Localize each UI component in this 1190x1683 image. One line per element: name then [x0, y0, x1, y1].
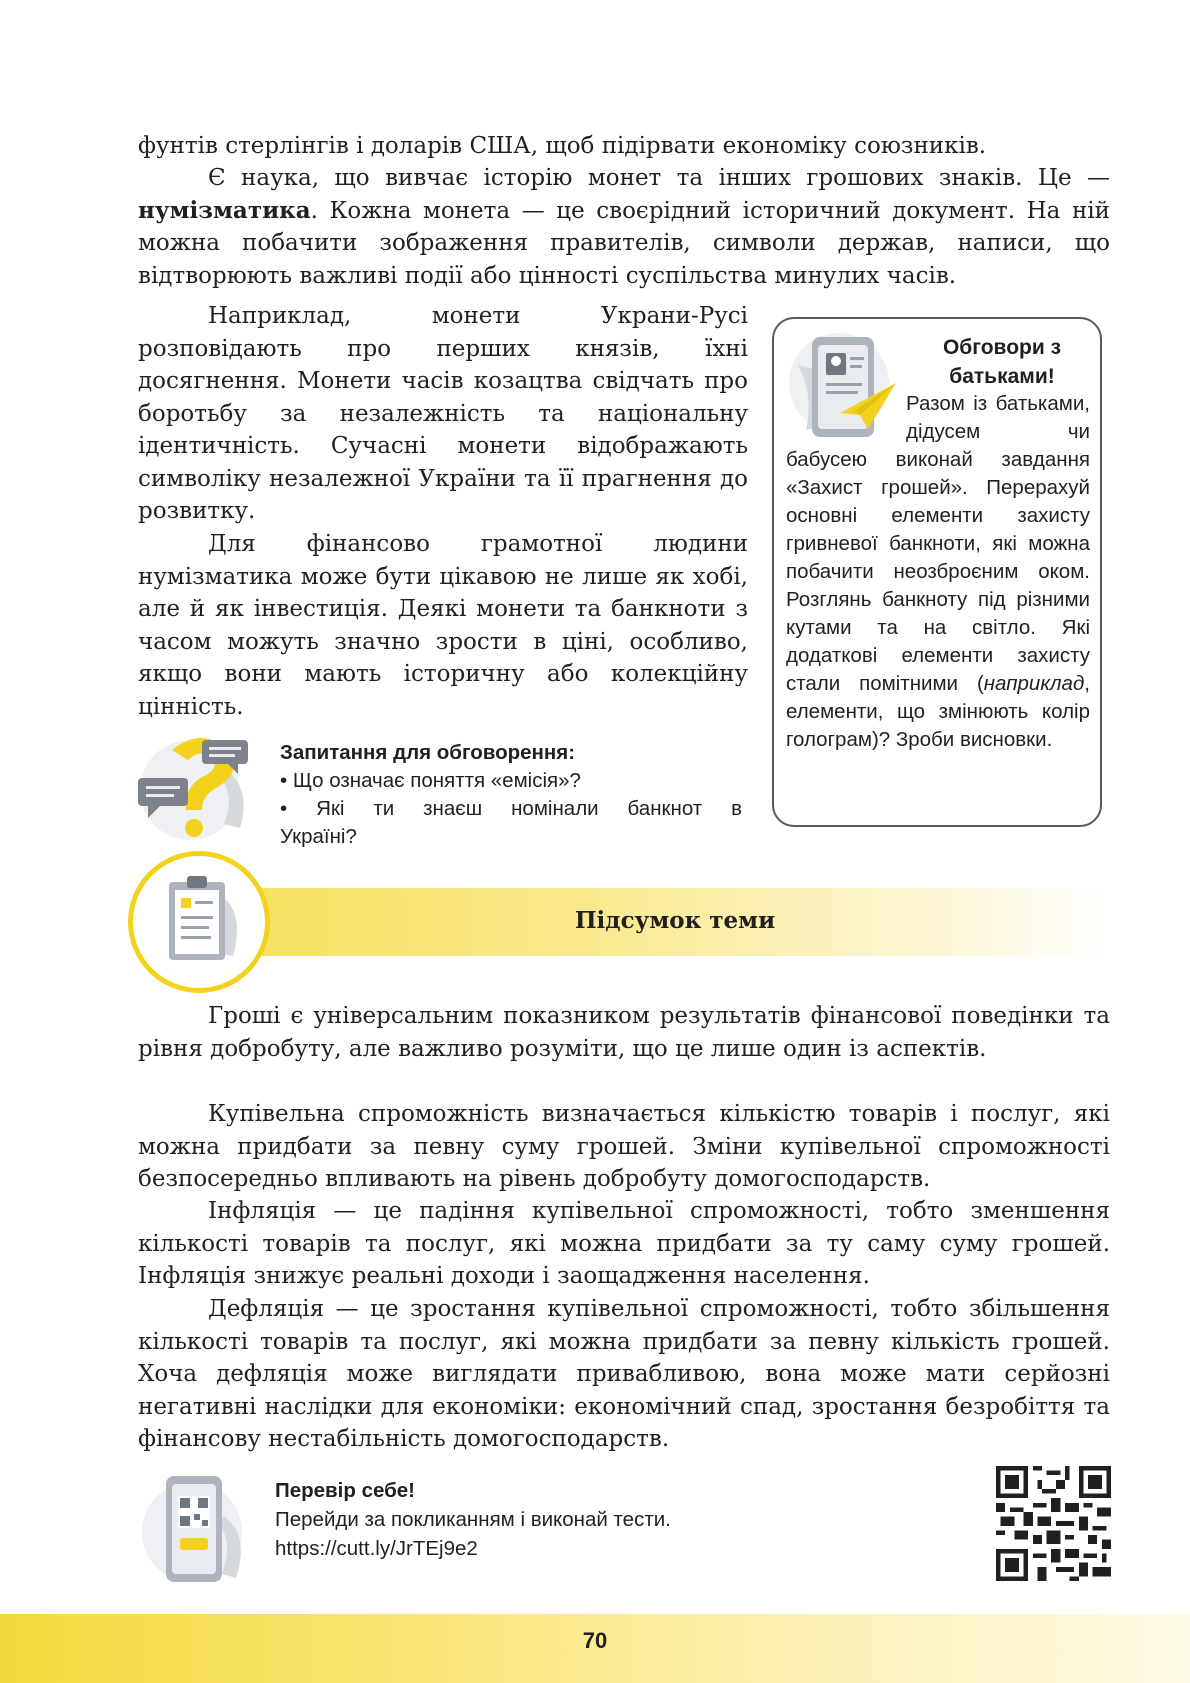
p2-start: Є наука, що вивчає історію монет та інших грошових знаків. Це — [208, 165, 1110, 191]
paragraph-coins-history: Наприклад, монети Украни-Русі розповідають про перших князів, їхні досягнення. Монети часів козацтва свідчать про боротьбу за незалежність та національну ідентичність. Сучасні монети відображають символіку незалежної України та її прагнення до розвитку. [138, 303, 748, 524]
questions-title: Запитання для обговорення: [280, 741, 576, 764]
summary-deflation: Дефляція — це зростання купівельної спроможності, тобто збільшення кількості товарів та послуг, які можна придбати за певну кількість грошей. Хоча дефляція може виглядати привабливою, вона може мати серйозні негативні наслідки для економіки: економічний спад, зростання безробіття та фінансову нестабільність домогосподарств. [138, 1296, 1110, 1452]
summary-title: Підсумок теми [574, 907, 776, 934]
discussion-questions [280, 739, 742, 851]
question-chat-icon [132, 728, 262, 843]
discuss-text-italic: наприклад [983, 672, 1085, 695]
summary-inflation: Інфляція — це падіння купівельної спроможності, тобто зменшення кількості товарів та послуг, які можна придбати за ту саму суму грошей. Інфляція знижує реальні доходи і заощадження населення. [138, 1198, 1110, 1289]
page-number: 70 [582, 1628, 608, 1653]
discuss-title: Обговори з батьками! [942, 336, 1062, 388]
term-numismatics: нумізматика [138, 196, 311, 224]
summary-money: Гроші є універсальним показником результатів фінансової поведінки та рівня добробуту, але важливо розуміти, що це лише один із аспектів. [138, 1003, 1110, 1062]
qr-code[interactable] [996, 1466, 1111, 1581]
check-text: Перейди за покликанням і виконай тести. [275, 1508, 671, 1531]
paragraph-numismatics [138, 162, 1110, 292]
check-yourself [275, 1476, 915, 1563]
discuss-body [786, 390, 1090, 754]
question-item: • Що означає поняття «емісія»? [280, 769, 581, 792]
discuss-text-1: Разом із батьками, дідусем чи бабусею виконай завдання «Захист грошей». Перерахуй основні елементи захисту гривневої банкноти, які можна побачити неозброєним оком. Розглянь банкноту під різними кутами та на світло. Які додаткові елементи захисту стали помітними ( [786, 392, 1090, 695]
discuss-text-2: , елементи, що змінюють колір голограм)? Зроби висновки. [786, 672, 1090, 751]
check-link[interactable]: https://cutt.ly/JrTEj9e2 [275, 1537, 478, 1560]
p2-rest: . Кожна монета — це своєрідний історичний документ. На ній можна побачити зображення правителів, символи держав, написи, що відтворюють важливі події або цінності суспільства минулих часів. [138, 197, 1110, 289]
summary-purchasing-power: Купівельна спроможність визначається кількістю товарів і послуг, які можна придбати за певну суму грошей. Зміни купівельної спроможності безпосередньо впливають на рівень добробуту домогосподарств. [138, 1101, 1110, 1192]
summary-badge [128, 851, 270, 993]
check-title: Перевір себе! [275, 1479, 415, 1502]
paragraph-intro: фунтів стерлінгів і доларів США, щоб підірвати економіку союзників. [138, 133, 987, 159]
paragraph-investment: Для фінансово грамотної людини нумізматика може бути цікавою не лише як хобі, але й як інвестиція. Деякі монети та банкноти з часом можуть значно зрости в ціні, особливо, якщо вони мають історичну або колекційну цінність. [138, 531, 748, 720]
discuss-with-parents-box [772, 317, 1102, 827]
phone-qr-icon [132, 1470, 260, 1588]
question-item: • Які ти знаєш номінали банкнот в Україні? [280, 797, 742, 848]
clipboard-icon [133, 856, 265, 988]
